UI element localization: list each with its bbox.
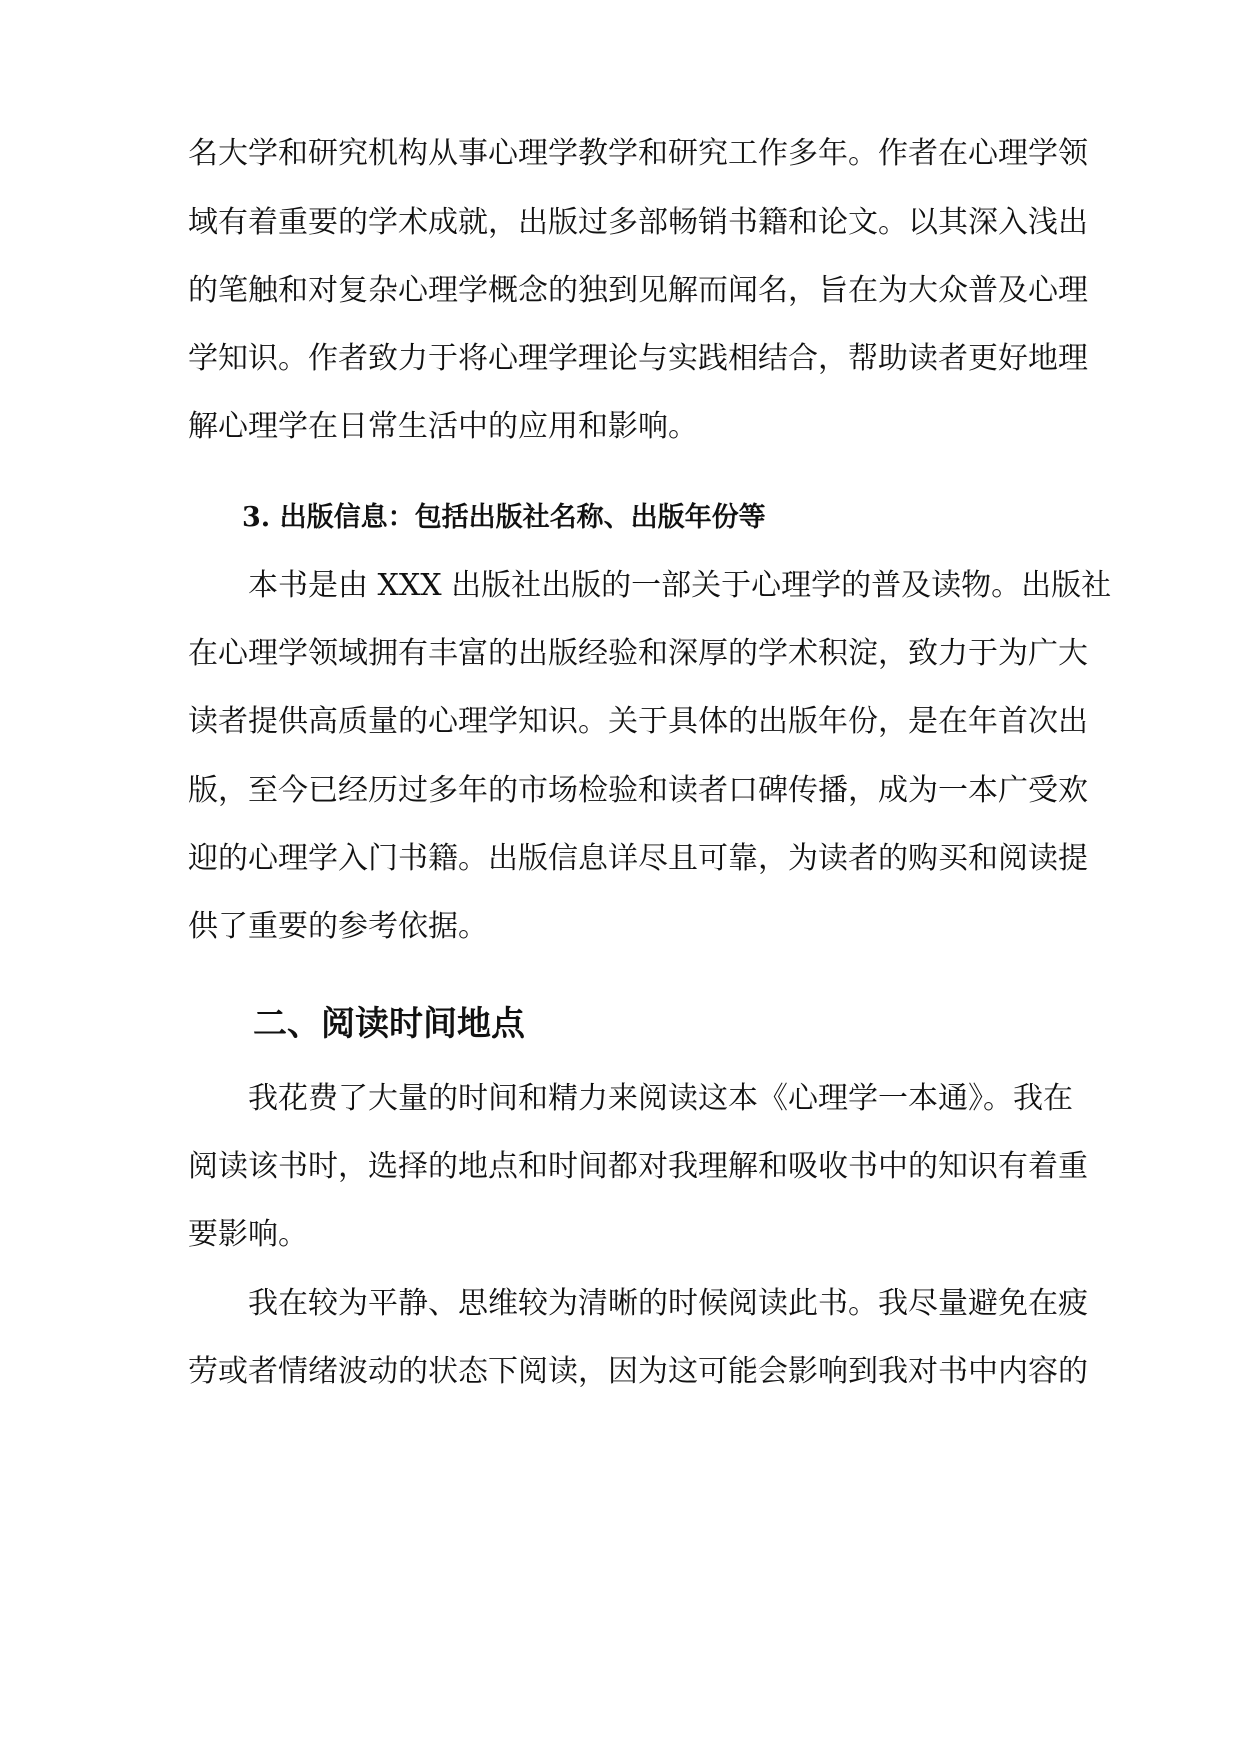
para2-line-3: 读者提供高质量的心理学知识。关于具体的出版年份，是在年首次出: [188, 704, 1088, 739]
para2-line-5: 迎的心理学入门书籍。出版信息详尽且可靠，为读者的购买和阅读提: [188, 841, 1088, 876]
para3-line-1: 我花费了大量的时间和精力来阅读这本《心理学一本通》。我在: [248, 1081, 1073, 1116]
para1-line-4: 学知识。作者致力于将心理学理论与实践相结合，帮助读者更好地理: [188, 341, 1088, 376]
section-two-heading: 二、阅读时间地点: [253, 1004, 525, 1044]
para1-line-3: 的笔触和对复杂心理学概念的独到见解而闻名，旨在为大众普及心理: [188, 273, 1088, 308]
para4-line-1: 我在较为平静、思维较为清晰的时候阅读此书。我尽量避免在疲: [248, 1286, 1088, 1321]
para1-line-5: 解心理学在日常生活中的应用和影响。: [188, 409, 698, 444]
para4-line-2: 劳或者情绪波动的状态下阅读，因为这可能会影响到我对书中内容的: [188, 1354, 1088, 1389]
para2-line-2: 在心理学领域拥有丰富的出版经验和深厚的学术积淀，致力于为广大: [188, 636, 1088, 671]
section3-heading: 3. 出版信息：包括出版社名称、出版年份等: [242, 502, 766, 533]
para1-line-2: 域有着重要的学术成就，出版过多部畅销书籍和论文。以其深入浅出: [188, 205, 1088, 240]
para2-line-6: 供了重要的参考依据。: [188, 909, 488, 944]
para3-line-3: 要影响。: [188, 1217, 308, 1252]
para2-line-1: 本书是由 XXX 出版社出版的一部关于心理学的普及读物。出版社: [248, 568, 1112, 603]
para2-line-4: 版，至今已经历过多年的市场检验和读者口碑传播，成为一本广受欢: [188, 773, 1088, 808]
para3-line-2: 阅读该书时，选择的地点和时间都对我理解和吸收书中的知识有着重: [188, 1149, 1088, 1184]
para1-line-1: 名大学和研究机构从事心理学教学和研究工作多年。作者在心理学领: [188, 136, 1088, 171]
